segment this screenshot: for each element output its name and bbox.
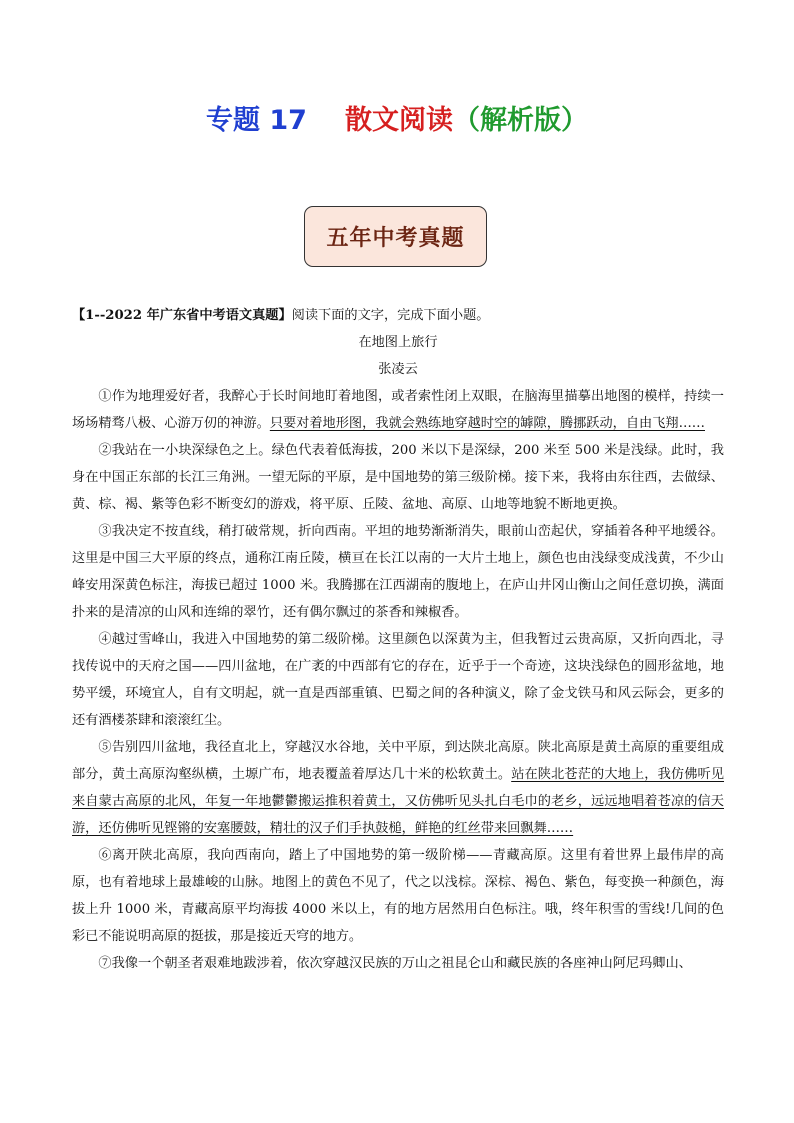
title-topic-number: 专题 17: [206, 105, 307, 136]
question-source: 【1--2022 年广东省中考语文真题】: [72, 308, 292, 323]
paragraph-6: ⑥离开陕北高原，我向西南向，踏上了中国地势的第一级阶梯——青藏高原。这里有着世界上最伟岸的高原，也有着地球上最雄峻的山脉。地图上的黄色不见了，代之以浅棕。深棕、褐色、紫色，每变换一种颜色，海拔上升 1000 米，青藏高原平均海拔 4000 米以上，有的地方居然用白色标注。哦，终年积雪的雪线!几间的色彩已不能说明高原的挺拔，那是接近天穹的地方。: [72, 848, 724, 944]
paragraph-3: ③我决定不按直线，稍打破常规，折向西南。平坦的地势渐渐消失，眼前山峦起伏，穿插着各种平地缓谷。这里是中国三大平原的终点，通称江南丘陵，横亘在长江以南的一大片土地上，颜色也由浅绿变成浅黄，不少山峰安用深黄色标注，海拔已超过 1000 米。我腾挪在江西湖南的腹地上，在庐山井冈山衡山之间任意切换，满面扑来的是清凉的山风和连绵的翠竹，还有偶尔飘过的茶香和辣椒香。: [72, 524, 724, 620]
paragraph-5-text: ⑤告别四川盆地，我径直北上，穿越汉水谷地，关中平原，到达陕北高原。陕北高原是黄土高原的重要组成部分，黄土高原沟壑纵横，土塬广布，地表覆盖着厚达几十米的松软黄土。: [72, 740, 724, 782]
question-instruction: 阅读下面的文字，完成下面小题。: [291, 308, 490, 323]
paragraph-5: [72, 734, 724, 842]
title-subject: 散文阅读: [344, 105, 453, 136]
paragraph-1-underlined: 只要对着地形图，我就会熟练地穿越时空的罅隙，腾挪跃动，自由飞翔……: [269, 416, 705, 431]
paragraph-2: ②我站在一小块深绿色之上。绿色代表着低海拔，200 米以下是深绿，200 米至 500 米是浅绿。此时，我身在中国正东部的长江三角洲。一望无际的平原，是中国地势的第三级阶梯。接下来，我将由东往西，去做绿、黄、棕、褐、紫等色彩不断变幻的游戏，将平原、丘陵、盆地、高原、山地等地貌不断地更换。: [72, 443, 724, 512]
paragraph-5-underlined: 站在陕北苍茫的大地上，我仿佛听见来自蒙古高原的北风，年复一年地鬱鬱搬运推积着黄土，又仿佛听见头扎白毛巾的老乡，远远地唱着苍凉的信天游，还仿佛听见铿锵的安塞腰鼓，精壮的汉子们手执鼓槌，鲜艳的红丝带来回飘舞……: [72, 767, 725, 836]
paragraph-1: [72, 383, 724, 437]
paragraph-4: ④越过雪峰山，我进入中国地势的第二级阶梯。这里颜色以深黄为主，但我暂过云贵高原，又折向西北，寻找传说中的天府之国——四川盆地，在广袤的中西部有它的存在，近乎于一个奇迹，这块浅绿色的圆形盆地，地势平缓，环境宜人，自有文明起，就一直是西部重镇、巴蜀之间的各种演义，除了金戈铁马和风云际会，更多的还有酒楼茶肆和滚滚红尘。: [72, 632, 724, 728]
article-author: 张凌云: [378, 362, 418, 377]
page-title: [0, 103, 794, 139]
article-title: 在地图上旅行: [358, 335, 438, 350]
paragraph-7: ⑦我像一个朝圣者艰难地跋涉着，依次穿越汉民族的万山之祖昆仑山和藏民族的各座神山阿尼玛卿山、: [98, 956, 692, 971]
paragraph-1-text: ①作为地理爱好者，我醉心于长时间地盯着地图，或者索性闭上双眼，在脑海里描摹出地图的模样，持续一场场精骛八极、心游万仞的神游。: [72, 389, 724, 431]
document-body: [72, 302, 724, 977]
question-intro: [72, 302, 724, 329]
section-label-box: [304, 206, 487, 267]
title-edition: （解析版）: [452, 105, 588, 136]
section-label: 五年中考真题: [326, 225, 465, 251]
